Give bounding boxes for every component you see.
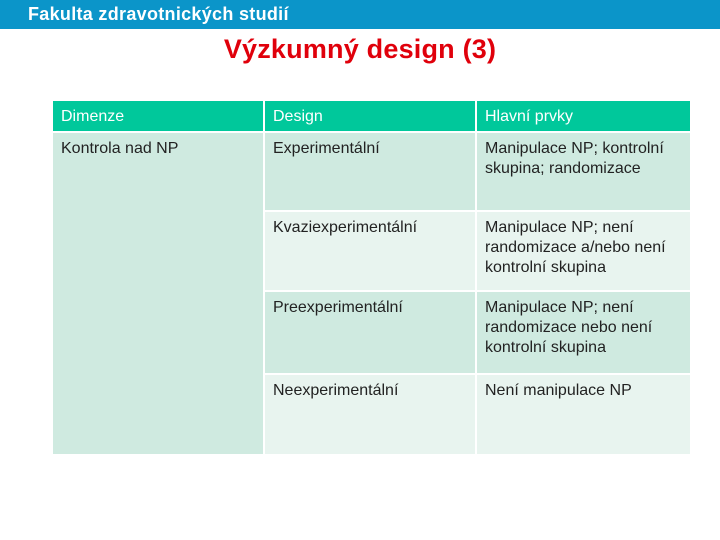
design-cell: Neexperimentální — [264, 374, 476, 454]
column-header-design: Design — [264, 101, 476, 132]
header-bar — [0, 0, 720, 29]
design-cell: Preexperimentální — [264, 291, 476, 374]
elements-cell: Není manipulace NP — [476, 374, 690, 454]
column-header-elements: Hlavní prvky — [476, 101, 690, 132]
table-header-row — [53, 101, 690, 132]
elements-cell: Manipulace NP; není randomizace a/nebo není kontrolní skupina — [476, 211, 690, 291]
faculty-name: Fakulta zdravotnických studií — [28, 4, 289, 24]
design-cell: Kvaziexperimentální — [264, 211, 476, 291]
column-header-dimension: Dimenze — [53, 101, 264, 132]
research-design-table — [53, 101, 690, 454]
table-row — [53, 132, 690, 211]
slide-title: Výzkumný design (3) — [223, 34, 497, 64]
elements-cell: Manipulace NP; není randomizace nebo není kontrolní skupina — [476, 291, 690, 374]
elements-cell: Manipulace NP; kontrolní skupina; randomizace — [476, 132, 690, 211]
dimension-cell: Kontrola nad NP — [53, 132, 264, 454]
design-cell: Experimentální — [264, 132, 476, 211]
